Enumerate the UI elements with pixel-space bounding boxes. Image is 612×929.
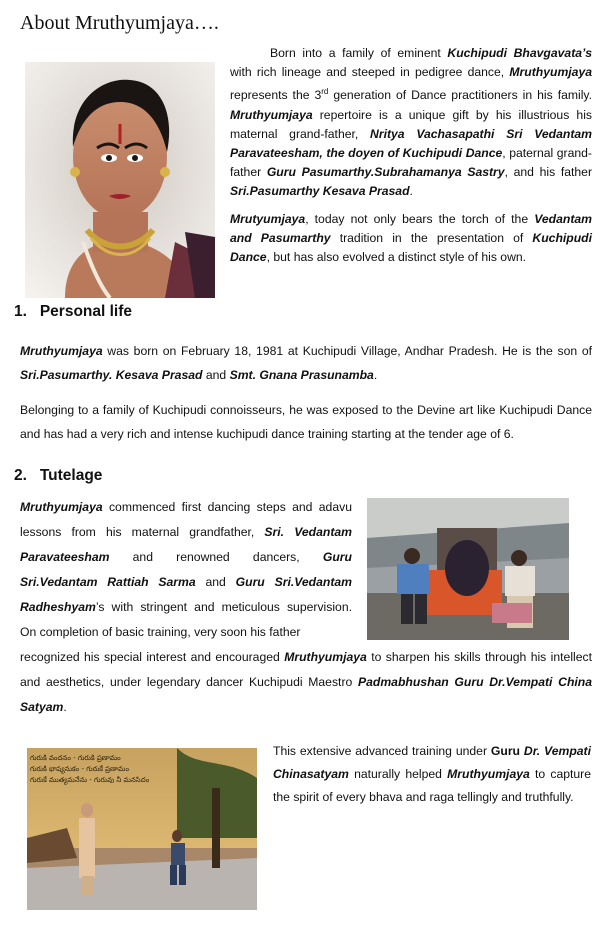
tutelage-paragraph-2: This extensive advanced training under Guru Dr. Vempati Chinasatyam naturally helped Mruthyumjaya to capture the spirit of every bhava and raga tellingly and truthfully. xyxy=(273,744,591,804)
photo-caption-overlay: గురుకి వందనం - గురుకి ప్రణామం గురుకి భాష్యనుకం - గురుకే ప్రణామం గురుకే ముత్యమనేను - గురువు నీ మనసిదం xyxy=(30,754,150,784)
page-title: About Mruthyumjaya…. xyxy=(20,12,219,34)
section-heading-personal-life: 1. Personal life xyxy=(14,303,133,320)
intro-paragraph-1: Born into a family of eminent Kuchipudi Bhavgavata’s with rich lineage and steeped in pedigree dance, Mruthyumjaya represents the 3rd generation of Dance practitioners in his family. Mruthyumjaya repertoire is a unique gift by his illustrious his maternal grand-father, Nritya Vachasapathi Sri Vedantam Paravateesham, the doyen of Kuchipudi Dance, paternal grand-father Guru Pasumarthy.Subrahamanya Sastry, and his father Sri.Pasumarthy Kesava Prasad. xyxy=(230,46,593,199)
section-heading-tutelage: 2. Tutelage xyxy=(14,467,103,484)
personal-paragraph-1: Mruthyumjaya was born on February 18, 1981 at Kuchipudi Village, Andhar Pradesh. He is the son of Sri.Pasumarthy. Kesava Prasad and Smt. Gnana Prasunamba. xyxy=(20,344,592,382)
portrait-photo xyxy=(25,62,215,298)
group-photo xyxy=(367,498,569,640)
tutelage-paragraph-continuation: recognized his special interest and encouraged Mruthyumjaya to sharpen his skills through his intellect and aesthetics, under legendary dancer Kuchipudi Maestro Padmabhushan Guru Dr.Vempati China Satyam. xyxy=(20,650,592,714)
intro-paragraph-2: Mrutyumjaya, today not only bears the torch of the Vedantam and Pasumarthy tradition in the presentation of Kuchipudi Dance, but has also evolved a distinct style of his own. xyxy=(230,211,592,265)
guru-disciple-photo xyxy=(27,748,257,910)
personal-paragraph-2: Belonging to a family of Kuchipudi connoisseurs, he was exposed to the Devine art like Kuchipudi Dance and has had a very rich and intense kuchipudi dance training starting at the tender age of 6. xyxy=(20,403,592,441)
tutelage-paragraph-1: Mruthyumjaya commenced first dancing steps and adavu lessons from his maternal grandfather, Sri. Vedantam Paravateesham and renowned dancers, Guru Sri.Vedantam Rattiah Sarma and Guru Sri.Vedantam Radheshyam’s with stringent and meticulous supervision. On completion of basic training, very soon his father xyxy=(20,500,353,639)
